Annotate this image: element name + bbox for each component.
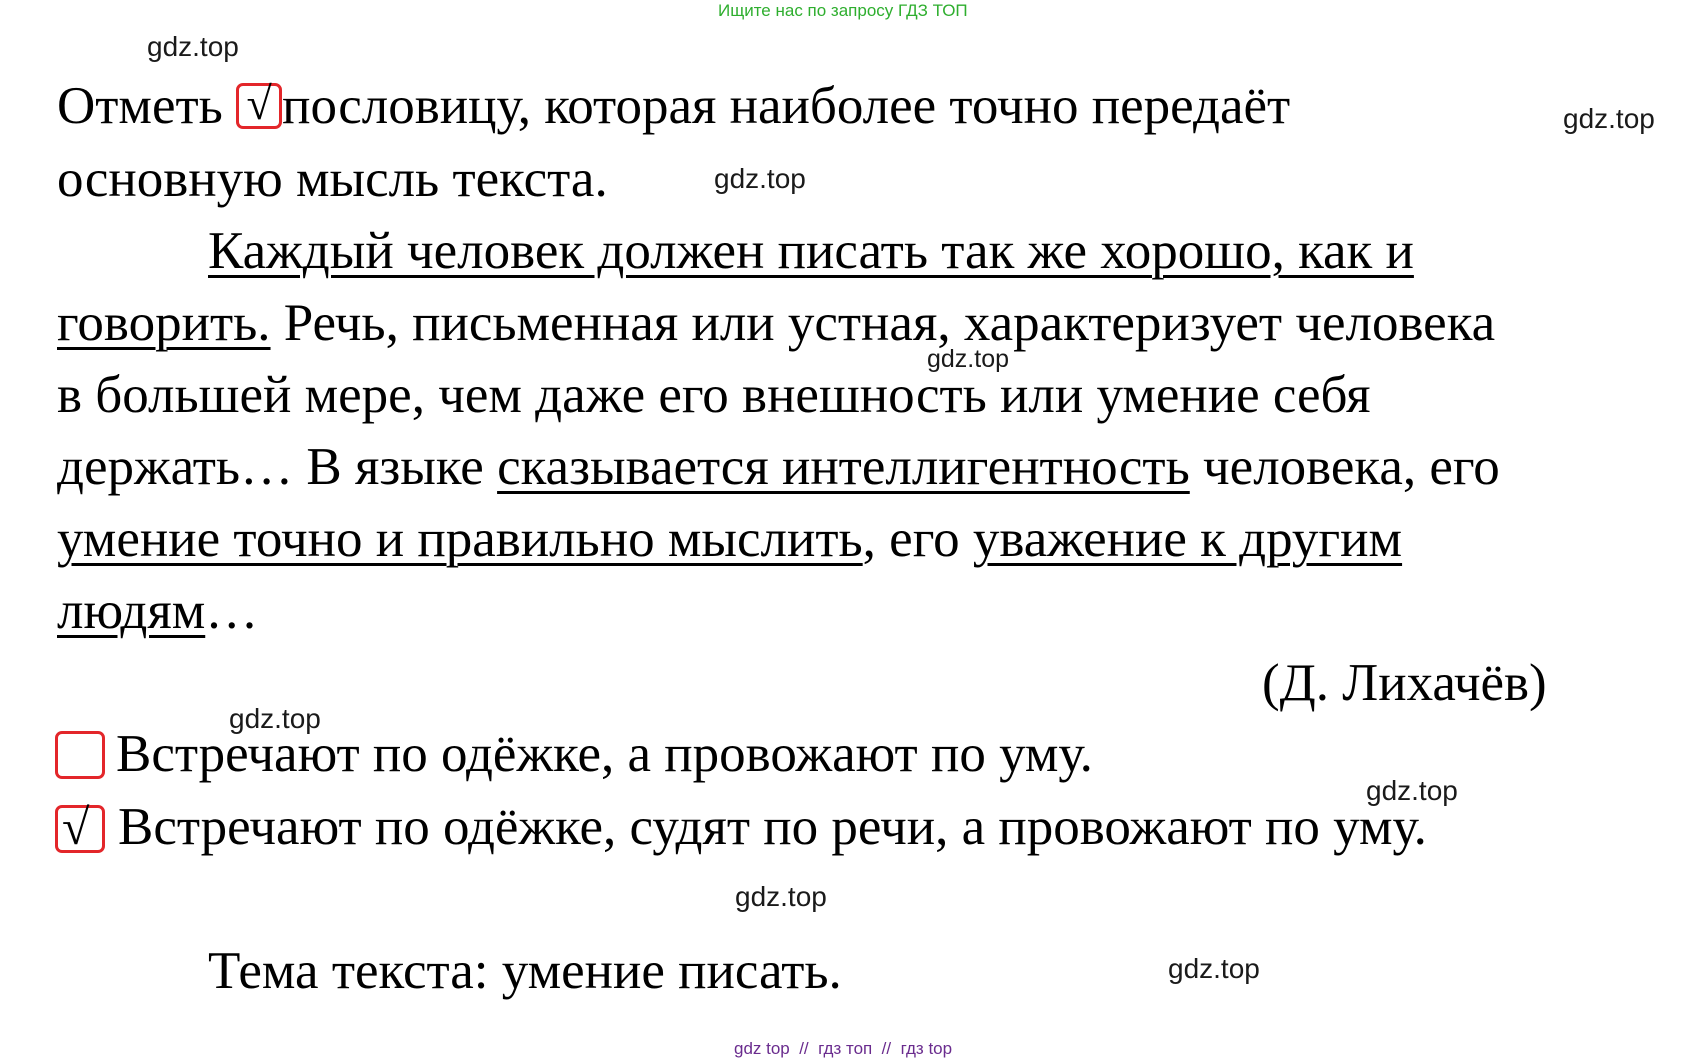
- watermark: gdz.top: [1563, 103, 1655, 134]
- option-label-1: Встречают по одёжке, а провожают по уму.: [116, 725, 1093, 783]
- text-segment: держать… В языке: [57, 438, 498, 496]
- text-segment: человека, его: [1189, 438, 1500, 496]
- watermark: gdz.top: [927, 345, 1010, 373]
- text-segment: Речь, письменная или устная, характеризует человека: [270, 294, 1496, 352]
- watermark: gdz.top: [229, 703, 321, 734]
- text-line-6: [57, 575, 258, 647]
- underlined-phrase: Каждый человек должен писать так же хорошо, как и: [208, 222, 1414, 280]
- text-segment: …: [205, 582, 259, 640]
- option-label-2: Встречают по одёжке, судят по речи, а провожают по уму.: [118, 798, 1427, 856]
- text-line-1: [208, 215, 1414, 287]
- watermark: gdz.top: [147, 31, 239, 62]
- watermark: gdz.top: [1366, 775, 1458, 806]
- task-instruction-line1: [57, 70, 1290, 142]
- author-attribution: (Д. Лихачёв): [1262, 654, 1547, 712]
- check-mark-icon: √: [246, 78, 272, 129]
- search-banner: Ищите нас по запросу ГДЗ ТОП: [718, 1, 968, 20]
- text-line-5: [57, 503, 1402, 575]
- text-line-4: [57, 431, 1500, 503]
- watermark: gdz.top: [714, 163, 806, 194]
- text-topic: Тема текста: умение писать.: [208, 942, 842, 1000]
- footer-watermark: gdz top // гдз топ // гдз top: [734, 1039, 953, 1058]
- underlined-phrase: говорить.: [57, 294, 271, 352]
- underlined-phrase: людям: [57, 582, 206, 640]
- watermark: gdz.top: [735, 881, 827, 912]
- watermark: gdz.top: [1168, 953, 1260, 984]
- text-segment: , его: [862, 510, 973, 568]
- text-line-3: в большей мере, чем даже его внешность или умение себя: [57, 366, 1371, 424]
- text-line-2: [57, 287, 1495, 359]
- underlined-phrase: умение точно и правильно мыслить: [57, 510, 863, 568]
- check-mark-icon: √: [62, 799, 90, 855]
- option-checkbox-1[interactable]: [55, 731, 105, 779]
- task-verb: Отметь: [57, 77, 223, 135]
- option-checkbox-2[interactable]: [55, 799, 105, 855]
- example-checkbox-icon: [236, 78, 282, 129]
- underlined-phrase: сказывается интеллигентность: [497, 438, 1190, 496]
- task-instruction-line2: основную мысль текста.: [57, 150, 608, 208]
- underlined-phrase: уважение к другим: [972, 510, 1403, 568]
- task-text: пословицу, которая наиболее точно передаёт: [282, 77, 1291, 135]
